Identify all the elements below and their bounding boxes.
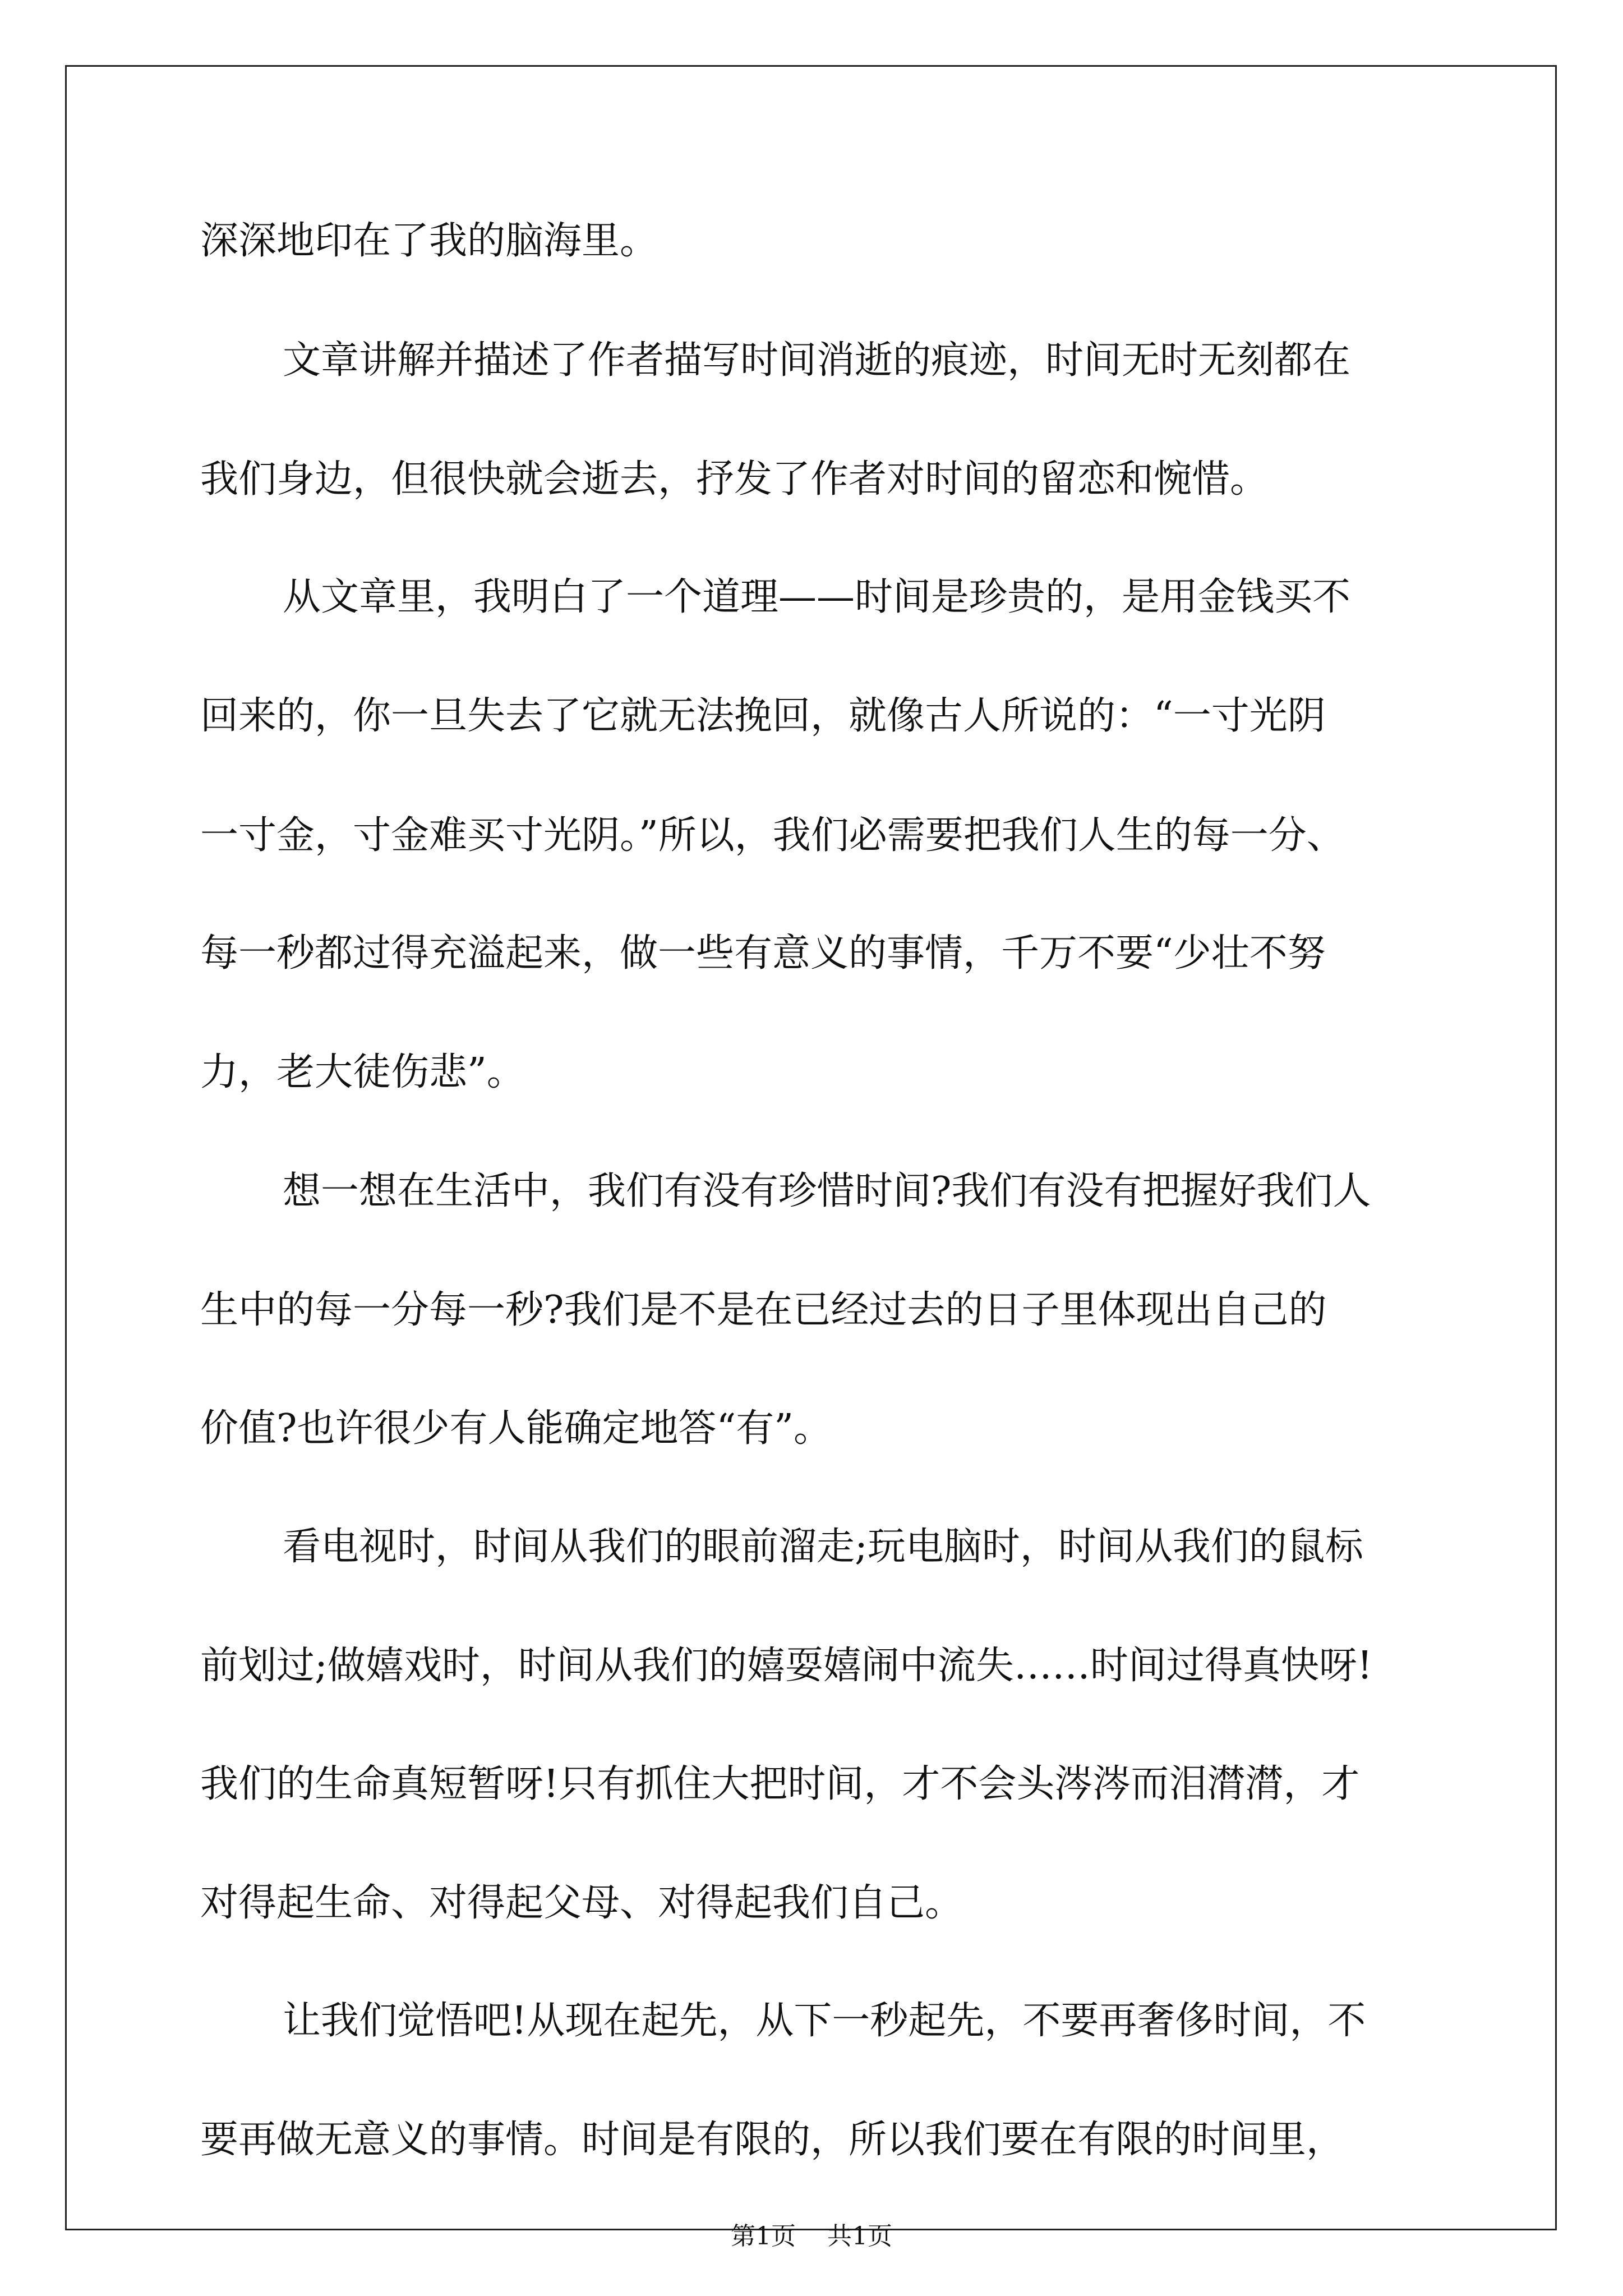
paragraph-line: 回来的，你一旦失去了它就无法挽回，就像古人所说的：“一寸光阴 xyxy=(200,694,1326,738)
paragraph-line: 价值?也许很少有人能确定地答“有”。 xyxy=(200,1406,832,1451)
paragraph-line: 文章讲解并描述了作者描写时间消逝的痕迹，时间无时无刻都在 xyxy=(283,338,1351,383)
paragraph-line: 对得起生命、对得起父母、对得起我们自己。 xyxy=(200,1881,963,1925)
paragraph-line: 力，老大徒伤悲”。 xyxy=(200,1050,525,1094)
paragraph-line: 生中的每一分每一秒?我们是不是在已经过去的日子里体现出自己的 xyxy=(200,1288,1327,1332)
paragraph-line: 深深地印在了我的脑海里。 xyxy=(200,219,658,263)
page-number-current: 第1页 xyxy=(731,2222,796,2251)
paragraph-line: 前划过;做嬉戏时，时间从我们的嬉耍嬉闹中流失……时间过得真快呀! xyxy=(200,1644,1373,1688)
paragraph-line: 让我们觉悟吧!从现在起先，从下一秒起先，不要再奢侈时间，不 xyxy=(283,1999,1366,2043)
page-footer xyxy=(0,2221,1623,2252)
paragraph-line: 看电视时，时间从我们的眼前溜走;玩电脑时，时间从我们的鼠标 xyxy=(283,1525,1363,1569)
paragraph-line: 要再做无意义的事情。时间是有限的，所以我们要在有限的时间里， xyxy=(200,2118,1345,2162)
paragraph-line: 从文章里，我明白了一个道理——时间是珍贵的，是用金钱买不 xyxy=(283,575,1351,619)
paragraph-line: 我们的生命真短暂呀!只有抓住大把时间，才不会头涔涔而泪潸潸，才 xyxy=(200,1762,1360,1806)
paragraph-line: 我们身边，但很快就会逝去，抒发了作者对时间的留恋和惋惜。 xyxy=(200,457,1269,501)
paragraph-line: 想一想在生活中，我们有没有珍惜时间?我们有没有把握好我们人 xyxy=(283,1169,1371,1213)
paragraph-line: 每一秒都过得充溢起来，做一些有意义的事情，千万不要“少壮不努 xyxy=(200,931,1326,976)
page-number-total: 共1页 xyxy=(827,2222,892,2251)
paragraph-line: 一寸金，寸金难买寸光阴。”所以，我们必需要把我们人生的每一分、 xyxy=(200,813,1345,858)
